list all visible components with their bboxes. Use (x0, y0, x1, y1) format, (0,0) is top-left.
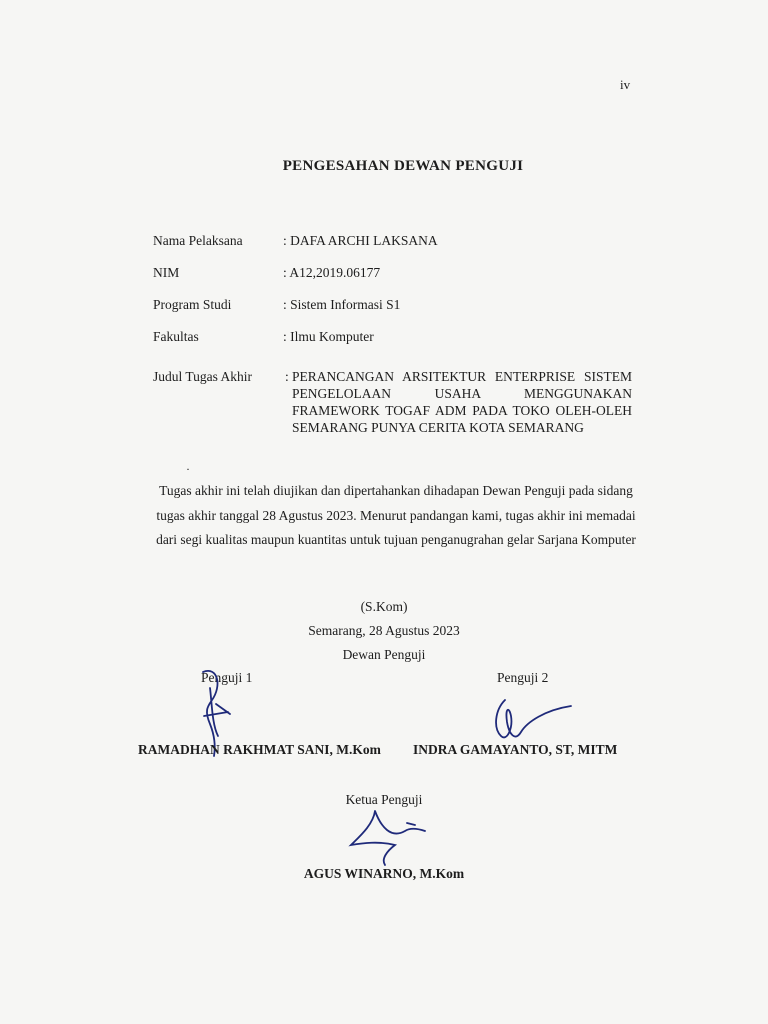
approval-paragraph: Tugas akhir ini telah diujikan dan dipertahankan dihadapan Dewan Penguji pada sidang tugas akhir tanggal 28 Agustus 2023. Menurut pandangan kami, tugas akhir ini memadai dari segi kualitas maupun kuantitas untuk tujuan penganugrahan gelar Sarjana Komputer (156, 483, 636, 547)
field-value-nim: : A12,2019.06177 (283, 265, 381, 280)
ketua-name: AGUS WINARNO, M.Kom (303, 866, 465, 881)
penguji1-role: Penguji 1 (201, 670, 253, 685)
field-label-nama: Nama Pelaksana (153, 233, 243, 248)
judul-colon: : (285, 369, 289, 384)
place-date: Semarang, 28 Agustus 2023 (308, 623, 460, 638)
page-number: iv (620, 77, 631, 92)
penguji2-role: Penguji 2 (497, 670, 549, 685)
board-title: Dewan Penguji (342, 647, 426, 662)
field-label-nim: NIM (153, 265, 180, 280)
page-title: PENGESAHAN DEWAN PENGUJI (282, 158, 524, 174)
stray-dot: · (186, 462, 190, 476)
field-value-judul: PERANCANGAN ARSITEKTUR ENTERPRISE SISTEM PENGELOLAAN USAHA MENGGUNAKAN FRAMEWORK TOGAF ADM PADA TOKO OLEH-OLEH SEMARANG PUNYA CERITA KOTA SEMARANG (292, 369, 632, 435)
field-label-fakultas: Fakultas (153, 329, 199, 344)
penguji2-name: INDRA GAMAYANTO, ST, MITM (413, 742, 618, 757)
field-value-nama: : DAFA ARCHI LAKSANA (283, 233, 438, 248)
field-label-prodi: Program Studi (153, 297, 232, 312)
penguji1-name: RAMADHAN RAKHMAT SANI, M.Kom (138, 742, 381, 757)
field-value-prodi: : Sistem Informasi S1 (283, 297, 401, 312)
penguji2-signature (485, 688, 575, 748)
field-label-judul: Judul Tugas Akhir (153, 369, 253, 384)
field-value-fakultas: : Ilmu Komputer (283, 329, 374, 344)
ketua-signature (345, 805, 435, 870)
ketua-role: Ketua Penguji (345, 792, 423, 807)
degree-text: (S.Kom) (360, 599, 408, 614)
